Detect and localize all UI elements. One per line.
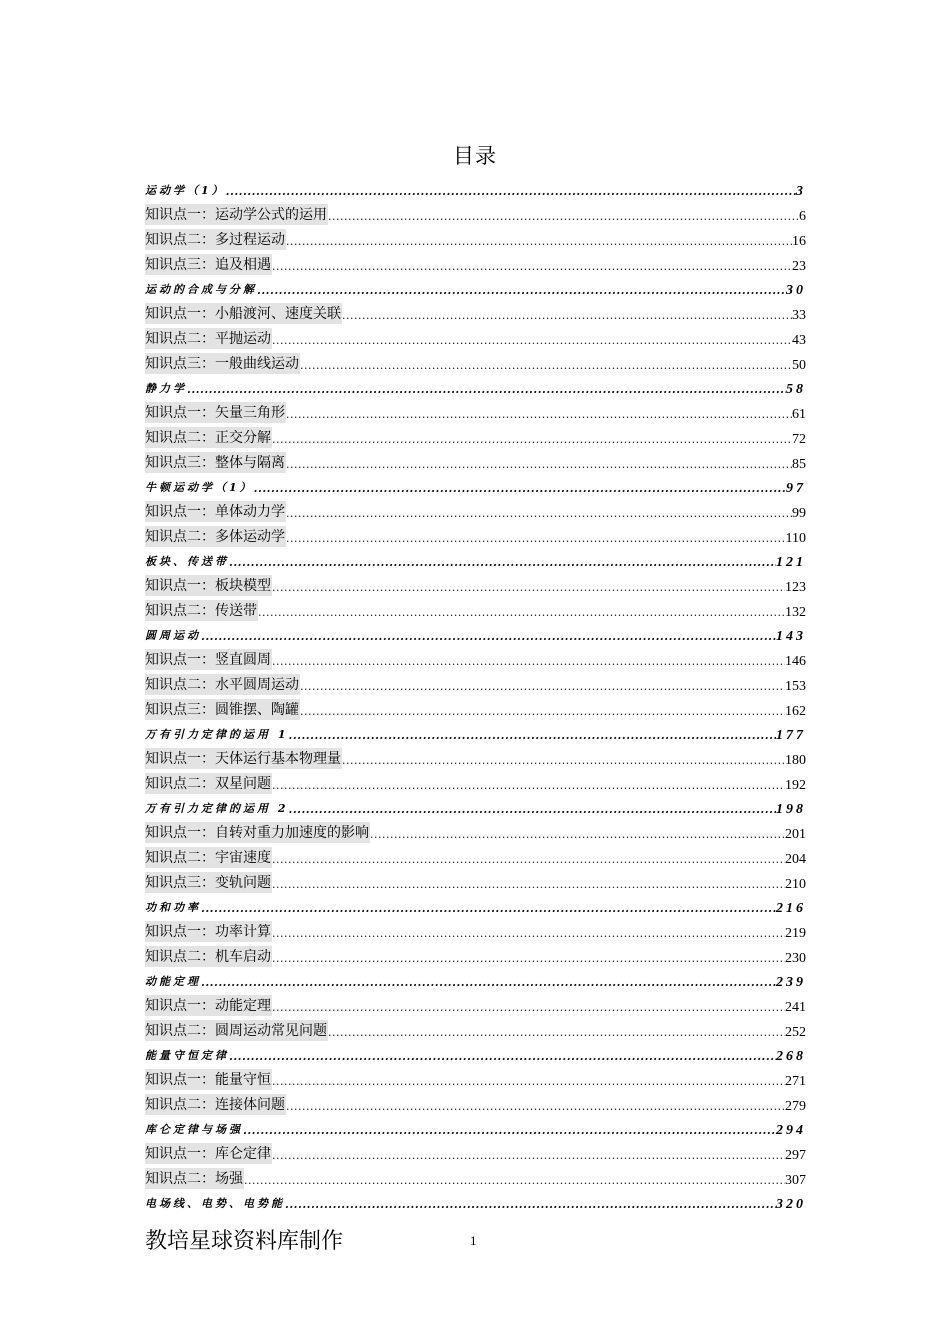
toc-section-entry[interactable] bbox=[145, 299, 806, 324]
toc-entry-label: 板块、传送带 bbox=[145, 555, 229, 568]
toc-entry-label: 知识点一：单体动力学 bbox=[145, 501, 286, 522]
dot-leader bbox=[229, 1051, 776, 1065]
dot-leader bbox=[272, 1002, 785, 1016]
dot-leader bbox=[285, 1199, 776, 1213]
toc-entry-page: 204 bbox=[785, 852, 806, 867]
toc-entry-label: 知识点一：库仑定律 bbox=[145, 1143, 272, 1164]
toc-entry-label: 知识点三：追及相遇 bbox=[145, 254, 272, 275]
dot-leader bbox=[226, 186, 796, 200]
toc-entry-page: 198 bbox=[776, 802, 806, 817]
dot-leader bbox=[300, 681, 785, 695]
dot-leader bbox=[272, 582, 785, 596]
toc-section-entry[interactable] bbox=[145, 200, 806, 225]
dot-leader bbox=[370, 829, 785, 843]
toc-section-entry[interactable] bbox=[145, 349, 806, 374]
dot-leader bbox=[243, 1125, 776, 1139]
toc-chapter-entry[interactable] bbox=[145, 1189, 806, 1213]
toc-entry-page: 97 bbox=[786, 481, 806, 496]
toc-entry-label: 知识点二：水平圆周运动 bbox=[145, 674, 300, 695]
toc-entry-page: 6 bbox=[799, 209, 806, 224]
toc-section-entry[interactable] bbox=[145, 1139, 806, 1164]
dot-leader bbox=[300, 360, 792, 374]
dot-leader bbox=[272, 953, 785, 967]
dot-leader bbox=[201, 977, 776, 991]
toc-section-entry[interactable] bbox=[145, 324, 806, 349]
toc-entry-page: 33 bbox=[792, 308, 806, 323]
toc-section-entry[interactable] bbox=[145, 448, 806, 473]
toc-entry-label: 知识点三：整体与隔离 bbox=[145, 452, 286, 473]
toc-section-entry[interactable] bbox=[145, 917, 806, 942]
toc-section-entry[interactable] bbox=[145, 571, 806, 596]
toc-entry-label: 知识点一：小船渡河、速度关联 bbox=[145, 303, 342, 324]
toc-entry-label: 知识点二：机车启动 bbox=[145, 946, 272, 967]
toc-chapter-entry[interactable] bbox=[145, 1115, 806, 1139]
dot-leader bbox=[288, 804, 776, 818]
footer-watermark: 教培星球资料库制作 bbox=[145, 1229, 344, 1254]
dot-leader bbox=[300, 706, 785, 720]
toc-section-entry[interactable] bbox=[145, 1065, 806, 1090]
dot-leader bbox=[286, 1101, 785, 1115]
toc-chapter-entry[interactable] bbox=[145, 473, 806, 497]
toc-entry-label: 知识点一：动能定理 bbox=[145, 995, 272, 1016]
dot-leader bbox=[342, 310, 792, 324]
toc-entry-page: 297 bbox=[785, 1148, 806, 1163]
toc-entry-label: 知识点二：多过程运动 bbox=[145, 229, 286, 250]
toc-entry-label: 知识点一：板块模型 bbox=[145, 575, 272, 596]
dot-leader bbox=[286, 508, 792, 522]
toc-section-entry[interactable] bbox=[145, 769, 806, 794]
toc-entry-label: 万有引力定律的运用 1 bbox=[145, 728, 289, 741]
toc-entry-label: 知识点三：一般曲线运动 bbox=[145, 353, 300, 374]
dot-leader bbox=[272, 928, 785, 942]
toc-chapter-entry[interactable] bbox=[145, 621, 806, 645]
toc-entry-page: 132 bbox=[785, 605, 806, 620]
toc-section-entry[interactable] bbox=[145, 398, 806, 423]
toc-entry-label: 知识点二：平抛运动 bbox=[145, 328, 272, 349]
toc-section-entry[interactable] bbox=[145, 225, 806, 250]
toc-entry-label: 知识点二：宇宙速度 bbox=[145, 847, 272, 868]
toc-entry-page: 271 bbox=[785, 1074, 806, 1089]
toc-entry-page: 123 bbox=[785, 580, 806, 595]
toc-entry-label: 知识点一：能量守恒 bbox=[145, 1069, 272, 1090]
dot-leader bbox=[201, 903, 776, 917]
dot-leader bbox=[272, 1076, 785, 1090]
dot-leader bbox=[328, 211, 799, 225]
toc-entry-page: 294 bbox=[776, 1123, 806, 1138]
dot-leader bbox=[187, 384, 786, 398]
dot-leader bbox=[201, 631, 776, 645]
toc-entry-page: 219 bbox=[785, 926, 806, 941]
toc-entry-label: 知识点一：自转对重力加速度的影响 bbox=[145, 822, 370, 843]
toc-section-entry[interactable] bbox=[145, 522, 806, 547]
toc-entry-label: 知识点三：圆锥摆、陶罐 bbox=[145, 699, 300, 720]
toc-chapter-entry[interactable] bbox=[145, 374, 806, 398]
toc-entry-page: 307 bbox=[785, 1173, 806, 1188]
toc-entry-page: 3 bbox=[796, 184, 806, 199]
toc-section-entry[interactable] bbox=[145, 596, 806, 621]
toc-section-entry[interactable] bbox=[145, 670, 806, 695]
dot-leader bbox=[244, 1175, 785, 1189]
toc-entry-page: 121 bbox=[776, 555, 806, 570]
toc-entry-page: 177 bbox=[776, 728, 806, 743]
dot-leader bbox=[229, 557, 776, 571]
dot-leader bbox=[272, 656, 785, 670]
toc-entry-label: 知识点一：矢量三角形 bbox=[145, 402, 286, 423]
toc-entry-label: 电场线、电势、电势能 bbox=[145, 1197, 285, 1210]
toc-entry-label: 运动学（1） bbox=[145, 184, 226, 197]
toc-chapter-entry[interactable] bbox=[145, 794, 806, 818]
toc-entry-label: 动能定理 bbox=[145, 975, 201, 988]
dot-leader bbox=[254, 483, 786, 497]
dot-leader bbox=[257, 285, 786, 299]
toc-entry-page: 72 bbox=[792, 432, 806, 447]
toc-entry-page: 99 bbox=[792, 506, 806, 521]
toc-entry-page: 230 bbox=[785, 951, 806, 966]
dot-leader bbox=[272, 261, 792, 275]
toc-entry-page: 16 bbox=[792, 234, 806, 249]
dot-leader bbox=[272, 434, 792, 448]
toc-entry-page: 239 bbox=[776, 975, 806, 990]
toc-entry-page: 153 bbox=[785, 679, 806, 694]
dot-leader bbox=[272, 780, 785, 794]
toc-section-entry[interactable] bbox=[145, 250, 806, 275]
toc-entry-label: 知识点二：传送带 bbox=[145, 600, 258, 621]
toc-entry-page: 252 bbox=[785, 1025, 806, 1040]
toc-entry-label: 知识点二：连接体问题 bbox=[145, 1094, 286, 1115]
toc-section-entry[interactable] bbox=[145, 1016, 806, 1041]
toc-entry-page: 110 bbox=[785, 531, 806, 546]
toc-entry-page: 58 bbox=[786, 382, 806, 397]
toc-entry-page: 216 bbox=[776, 901, 806, 916]
toc-entry-label: 知识点一：运动学公式的运用 bbox=[145, 204, 328, 225]
dot-leader bbox=[342, 755, 785, 769]
toc-entry-label: 运动的合成与分解 bbox=[145, 283, 257, 296]
toc-section-entry[interactable] bbox=[145, 423, 806, 448]
dot-leader bbox=[286, 409, 792, 423]
toc-chapter-entry[interactable] bbox=[145, 547, 806, 571]
toc-chapter-entry[interactable] bbox=[145, 893, 806, 917]
toc-chapter-entry[interactable] bbox=[145, 720, 806, 744]
toc-entry-page: 146 bbox=[785, 654, 806, 669]
toc-entry-label: 知识点二：圆周运动常见问题 bbox=[145, 1020, 328, 1041]
page-number: 1 bbox=[470, 1233, 477, 1248]
toc-entry-page: 50 bbox=[792, 358, 806, 373]
toc-section-entry[interactable] bbox=[145, 942, 806, 967]
toc-section-entry[interactable] bbox=[145, 843, 806, 868]
toc-chapter-entry[interactable] bbox=[145, 176, 806, 200]
toc-entry-page: 201 bbox=[785, 827, 806, 842]
toc-section-entry[interactable] bbox=[145, 1164, 806, 1189]
dot-leader bbox=[272, 854, 785, 868]
dot-leader bbox=[272, 1150, 785, 1164]
toc-entry-label: 知识点二：多体运动学 bbox=[145, 526, 286, 547]
toc-entry-page: 30 bbox=[786, 283, 806, 298]
toc-chapter-entry[interactable] bbox=[145, 1041, 806, 1065]
toc-section-entry[interactable] bbox=[145, 695, 806, 720]
toc-entry-label: 知识点二：双星问题 bbox=[145, 773, 272, 794]
toc-entry-page: 143 bbox=[776, 629, 806, 644]
dot-leader bbox=[286, 236, 792, 250]
toc-section-entry[interactable] bbox=[145, 497, 806, 522]
dot-leader bbox=[286, 459, 792, 473]
toc-section-entry[interactable] bbox=[145, 744, 806, 769]
toc-entry-label: 牛顿运动学（1） bbox=[145, 481, 254, 494]
toc-entry-label: 功和功率 bbox=[145, 901, 201, 914]
toc-entry-page: 180 bbox=[785, 753, 806, 768]
toc-entry-page: 279 bbox=[785, 1099, 806, 1114]
toc-section-entry[interactable] bbox=[145, 1090, 806, 1115]
toc-chapter-entry[interactable] bbox=[145, 275, 806, 299]
toc-entry-page: 162 bbox=[785, 704, 806, 719]
toc-section-entry[interactable] bbox=[145, 818, 806, 843]
toc-entry-page: 210 bbox=[785, 877, 806, 892]
toc-entry-label: 知识点一：功率计算 bbox=[145, 921, 272, 942]
toc-entry-page: 43 bbox=[792, 333, 806, 348]
dot-leader bbox=[288, 730, 776, 744]
page-title: 目录 bbox=[453, 144, 497, 168]
toc-section-entry[interactable] bbox=[145, 645, 806, 670]
dot-leader bbox=[258, 607, 785, 621]
toc-entry-label: 能量守恒定律 bbox=[145, 1049, 229, 1062]
toc-entry-page: 268 bbox=[776, 1049, 806, 1064]
toc-chapter-entry[interactable] bbox=[145, 967, 806, 991]
toc-entry-label: 知识点一：天体运行基本物理量 bbox=[145, 748, 342, 769]
toc-entry-page: 192 bbox=[785, 778, 806, 793]
dot-leader bbox=[286, 533, 786, 547]
toc-entry-label: 知识点二：场强 bbox=[145, 1168, 244, 1189]
toc-entry-label: 库仑定律与场强 bbox=[145, 1123, 243, 1136]
toc-entry-label: 知识点一：竖直圆周 bbox=[145, 649, 272, 670]
toc-entry-page: 85 bbox=[792, 457, 806, 472]
toc-entry-label: 知识点二：正交分解 bbox=[145, 427, 272, 448]
toc-entry-page: 241 bbox=[785, 1000, 806, 1015]
toc-entry-label: 万有引力定律的运用 2 bbox=[145, 802, 289, 815]
toc-entry-page: 23 bbox=[792, 259, 806, 274]
toc-section-entry[interactable] bbox=[145, 991, 806, 1016]
toc-section-entry[interactable] bbox=[145, 868, 806, 893]
toc-entry-page: 320 bbox=[776, 1197, 806, 1212]
toc-entry-label: 知识点三：变轨问题 bbox=[145, 872, 272, 893]
dot-leader bbox=[272, 335, 792, 349]
toc-entry-label: 圆周运动 bbox=[145, 629, 201, 642]
dot-leader bbox=[272, 879, 785, 893]
toc-entry-label: 静力学 bbox=[145, 382, 187, 395]
toc-entry-page: 61 bbox=[792, 407, 806, 422]
table-of-contents bbox=[145, 176, 806, 1213]
dot-leader bbox=[328, 1027, 785, 1041]
